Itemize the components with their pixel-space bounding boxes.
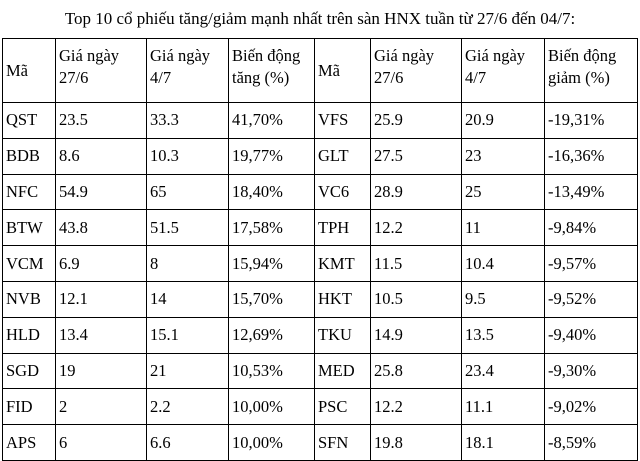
- gainer-change: 17,58%: [229, 210, 315, 246]
- gainer-price-27-6: 6: [56, 425, 147, 461]
- loser-change: -9,57%: [545, 246, 638, 282]
- header-price-27-6-gainers: Giá ngày 27/6: [56, 39, 147, 103]
- loser-change: -9,52%: [545, 281, 638, 317]
- loser-change: -9,40%: [545, 317, 638, 353]
- table-row: [3, 246, 638, 282]
- header-row: [3, 39, 638, 103]
- header-code-gainers: Mã: [3, 39, 56, 103]
- gainer-code: APS: [3, 425, 56, 461]
- table-row: [3, 317, 638, 353]
- loser-price-4-7: 18.1: [462, 425, 545, 461]
- gainer-code: BTW: [3, 210, 56, 246]
- loser-change: -13,49%: [545, 174, 638, 210]
- gainer-code: HLD: [3, 317, 56, 353]
- loser-price-27-6: 12.2: [371, 389, 462, 425]
- loser-code: VC6: [315, 174, 371, 210]
- loser-price-4-7: 9.5: [462, 281, 545, 317]
- gainer-change: 15,94%: [229, 246, 315, 282]
- loser-price-4-7: 11: [462, 210, 545, 246]
- gainer-price-27-6: 23.5: [56, 103, 147, 139]
- gainer-price-27-6: 8.6: [56, 138, 147, 174]
- table-row: [3, 138, 638, 174]
- gainer-change: 12,69%: [229, 317, 315, 353]
- loser-change: -19,31%: [545, 103, 638, 139]
- gainer-change: 10,00%: [229, 389, 315, 425]
- gainer-price-4-7: 21: [147, 353, 229, 389]
- loser-price-4-7: 10.4: [462, 246, 545, 282]
- gainer-code: SGD: [3, 353, 56, 389]
- gainer-code: QST: [3, 103, 56, 139]
- loser-price-27-6: 25.9: [371, 103, 462, 139]
- loser-code: HKT: [315, 281, 371, 317]
- gainer-price-4-7: 14: [147, 281, 229, 317]
- gainer-price-4-7: 15.1: [147, 317, 229, 353]
- loser-price-27-6: 19.8: [371, 425, 462, 461]
- loser-price-4-7: 13.5: [462, 317, 545, 353]
- loser-price-27-6: 12.2: [371, 210, 462, 246]
- loser-price-27-6: 14.9: [371, 317, 462, 353]
- stock-movers-table: [2, 38, 638, 461]
- loser-code: PSC: [315, 389, 371, 425]
- table-row: [3, 210, 638, 246]
- gainer-price-4-7: 6.6: [147, 425, 229, 461]
- loser-change: -9,02%: [545, 389, 638, 425]
- table-row: [3, 353, 638, 389]
- gainer-price-27-6: 6.9: [56, 246, 147, 282]
- loser-change: -16,36%: [545, 138, 638, 174]
- gainer-price-4-7: 65: [147, 174, 229, 210]
- loser-code: VFS: [315, 103, 371, 139]
- loser-price-4-7: 20.9: [462, 103, 545, 139]
- gainer-price-27-6: 13.4: [56, 317, 147, 353]
- table-row: [3, 174, 638, 210]
- loser-code: KMT: [315, 246, 371, 282]
- loser-change: -8,59%: [545, 425, 638, 461]
- loser-price-27-6: 25.8: [371, 353, 462, 389]
- loser-price-27-6: 11.5: [371, 246, 462, 282]
- loser-price-27-6: 28.9: [371, 174, 462, 210]
- gainer-price-4-7: 8: [147, 246, 229, 282]
- loser-price-4-7: 11.1: [462, 389, 545, 425]
- gainer-price-27-6: 12.1: [56, 281, 147, 317]
- gainer-code: FID: [3, 389, 56, 425]
- gainer-code: NVB: [3, 281, 56, 317]
- gainer-price-4-7: 51.5: [147, 210, 229, 246]
- loser-change: -9,30%: [545, 353, 638, 389]
- header-price-4-7-gainers: Giá ngày 4/7: [147, 39, 229, 103]
- loser-code: TKU: [315, 317, 371, 353]
- loser-change: -9,84%: [545, 210, 638, 246]
- gainer-change: 18,40%: [229, 174, 315, 210]
- gainer-price-27-6: 19: [56, 353, 147, 389]
- header-price-4-7-losers: Giá ngày 4/7: [462, 39, 545, 103]
- header-change-down: Biến động giảm (%): [545, 39, 638, 103]
- gainer-change: 10,00%: [229, 425, 315, 461]
- loser-code: MED: [315, 353, 371, 389]
- gainer-code: VCM: [3, 246, 56, 282]
- gainer-price-27-6: 54.9: [56, 174, 147, 210]
- gainer-change: 19,77%: [229, 138, 315, 174]
- gainer-price-27-6: 2: [56, 389, 147, 425]
- gainer-change: 10,53%: [229, 353, 315, 389]
- gainer-price-27-6: 43.8: [56, 210, 147, 246]
- header-price-27-6-losers: Giá ngày 27/6: [371, 39, 462, 103]
- loser-price-27-6: 27.5: [371, 138, 462, 174]
- table-row: [3, 281, 638, 317]
- gainer-price-4-7: 10.3: [147, 138, 229, 174]
- loser-code: SFN: [315, 425, 371, 461]
- loser-price-4-7: 23.4: [462, 353, 545, 389]
- table-caption: Top 10 cổ phiếu tăng/giảm mạnh nhất trên sàn HNX tuần từ 27/6 đến 04/7:: [64, 9, 576, 28]
- loser-code: GLT: [315, 138, 371, 174]
- loser-price-4-7: 23: [462, 138, 545, 174]
- loser-code: TPH: [315, 210, 371, 246]
- gainer-price-4-7: 2.2: [147, 389, 229, 425]
- gainer-code: NFC: [3, 174, 56, 210]
- gainer-price-4-7: 33.3: [147, 103, 229, 139]
- table-row: [3, 389, 638, 425]
- header-change-up: Biến động tăng (%): [229, 39, 315, 103]
- loser-price-4-7: 25: [462, 174, 545, 210]
- table-row: [3, 425, 638, 461]
- table-row: [3, 103, 638, 139]
- header-code-losers: Mã: [315, 39, 371, 103]
- loser-price-27-6: 10.5: [371, 281, 462, 317]
- gainer-change: 15,70%: [229, 281, 315, 317]
- gainer-code: BDB: [3, 138, 56, 174]
- gainer-change: 41,70%: [229, 103, 315, 139]
